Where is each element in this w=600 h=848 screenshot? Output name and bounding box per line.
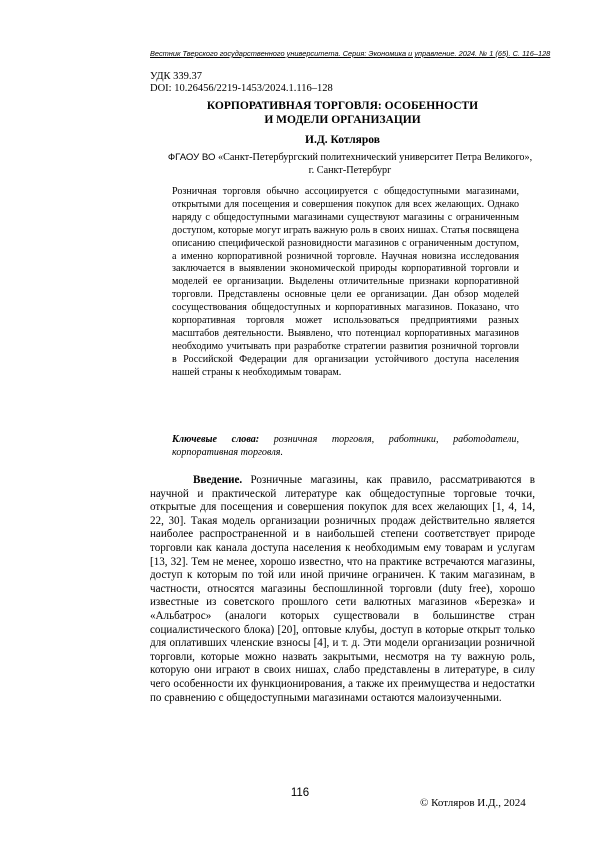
doi: DOI: 10.26456/2219-1453/2024.1.116–128 [150,83,333,94]
keywords [172,434,519,460]
copyright-notice: © Котляров И.Д., 2024 [420,797,526,809]
author-name: И.Д. Котляров [305,134,380,146]
introduction-paragraph [150,474,535,705]
abstract: Розничная торговля обычно ассоциируется с общедоступными магазинами, открытыми для посещения и совершения покупок для всех желающих. Однако наряду с общедоступными магазинами существуют магазины с ограниченным доступом, которые могут играть важную роль в своих нишах. Статья посвящена описанию специфической разновидности магазинов с ограниченным доступом, а именно корпоративной розничной торговле. Научная новизна исследования заключается в выявлении экономической природы корпоративной торговли и моделей ее организации. Выделены отличительные признаки корпоративной торговли. Представлены основные цели ее организации. Дан обзор моделей сосуществования общедоступных и корпоративных магазинов. Показано, что корпоративная торговля может использоваться предприятиями разных масштабов деятельности. Выявлено, что потенциал корпоративных магазинов необходимо учитывать при разработке стратегии развития розничной торговли в Российской Федерации для организации устойчивого доступа населения нашей страны к необходимым товарам. [172,186,519,378]
keywords-label: Ключевые слова: [172,434,260,445]
page-number: 116 [290,787,310,799]
udc-code: УДК 339.37 [150,71,203,82]
introduction-heading: Введение. [193,474,243,486]
running-head: Вестник Тверского государственного университета. Серия: Экономика и управление. 2024. № 1 (65). С. 116–128 [150,49,551,58]
article-title [150,99,535,127]
introduction-text: Розничные магазины, как правило, рассматриваются в научной и практической литературе как общедоступные торговые точки, открытые для посещения и совершения покупок для всех желающих [1, 4, 14, 22, 30]. Такая модель организации розничных продаж действительно является наиболее распространенной и в наибольшей степени соответствует природе торговли как канала доступа населения к необходимым ему товарам и услугам [13, 32]. Тем не менее, хорошо известно, что на практике встречаются магазины, доступ к которым по той или иной причине ограничен. К таким магазинам, в частности, относятся магазины беспошлинной торговли (duty free), хорошо известные из советского прошлого сети валютных магазинов «Березка» и «Альбатрос» (аналоги которых существовали в большинстве стран социалистического блока) [20], оптовые клубы, доступ в которые открыт только для оплативших членские взносы [4], и т. д. Эти модели организации розничной торговли, которые можно назвать закрытыми, несмотря на ту важную роль, которую они играют в своих нишах, слабо представлены в литературе, в силу чего особенности их функционирования, а также их преимущества и недостатки по сравнению с общедоступными магазинами остаются малоизученными. [150,474,535,704]
title-line-1: КОРПОРАТИВНАЯ ТОРГОВЛЯ: ОСОБЕННОСТИ [206,100,479,112]
affiliation-name: «Санкт-Петербургский политехнический университет Петра Великого», г. Санкт-Петербург [215,152,533,176]
keywords-list: розничная торговля, работники, работодатели, корпоративная торговля. [172,434,519,458]
affiliation [165,151,535,177]
affiliation-type: ФГАОУ ВО [167,152,216,163]
title-line-2: И МОДЕЛИ ОРГАНИЗАЦИИ [264,114,421,126]
